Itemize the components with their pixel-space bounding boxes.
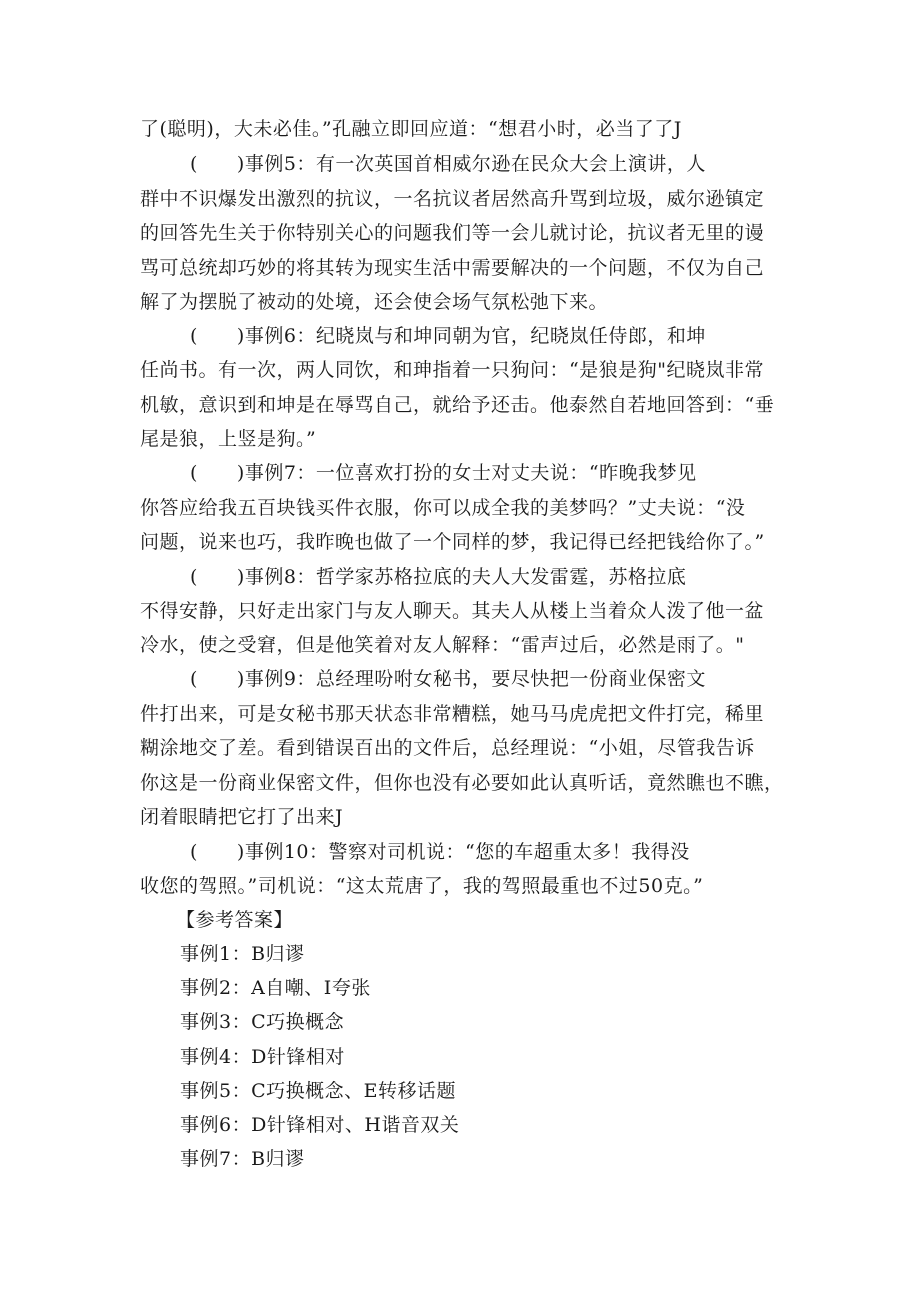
body-line: 问题，说来也巧，我昨晚也做了一个同样的梦，我记得已经把钱给你了。” bbox=[140, 531, 765, 553]
body-line: 骂可总统却巧妙的将其转为现实生活中需要解决的一个问题，不仅为自己 bbox=[140, 257, 765, 279]
body-line-case-8: ( )事例8：哲学家苏格拉底的夫人大发雷霆，苏格拉底 bbox=[190, 566, 687, 588]
body-line: 收您的驾照。”司机说：“这太荒唐了，我的驾照最重也不过50克。” bbox=[140, 875, 704, 897]
body-line: 闭着眼睛把它打了出来J bbox=[140, 806, 344, 828]
answer-item: 事例4：D针锋相对 bbox=[180, 1046, 345, 1068]
body-line: 解了为摆脱了被动的处境，还会使会场气氛松弛下来。 bbox=[140, 291, 609, 313]
answer-item: 事例7：B归谬 bbox=[180, 1148, 305, 1170]
body-line-case-6: ( )事例6：纪晓岚与和坤同朝为官，纪晓岚任侍郎，和坤 bbox=[190, 325, 706, 347]
answer-item: 事例2：A自嘲、I夸张 bbox=[180, 977, 371, 999]
body-line: 糊涂地交了差。看到错误百出的文件后，总经理说：“小姐，尽管我告诉 bbox=[140, 737, 755, 759]
body-line: 你答应给我五百块钱买件衣服，你可以成全我的美梦吗？”丈夫说：“没 bbox=[140, 497, 746, 519]
answer-item: 事例5：C巧换概念、E转移话题 bbox=[180, 1080, 456, 1102]
body-line: 的回答先生关于你特别关心的问题我们等一会儿就讨论，抗议者无里的谩 bbox=[140, 222, 765, 244]
body-line: 你这是一份商业保密文件，但你也没有必要如此认真听话，竟然瞧也不瞧， bbox=[140, 772, 784, 794]
answer-item: 事例1：B归谬 bbox=[180, 943, 305, 965]
body-line: 机敏，意识到和坤是在辱骂自己，就给予还击。他泰然自若地回答到：“垂 bbox=[140, 394, 775, 416]
answer-item: 事例3：C巧换概念 bbox=[180, 1011, 345, 1033]
body-line: 冷水，使之受窘，但是他笑着对友人解释：“雷声过后，必然是雨了。" bbox=[140, 634, 745, 656]
answer-item: 事例6：D针锋相对、H谐音双关 bbox=[180, 1114, 460, 1136]
body-line: 件打出来，可是女秘书那天状态非常糟糕，她马马虎虎把文件打完，稀里 bbox=[140, 703, 765, 725]
answer-heading: 【参考答案】 bbox=[176, 909, 294, 931]
body-line-case-7: ( )事例7：一位喜欢打扮的女士对丈夫说：“昨晚我梦见 bbox=[190, 462, 697, 484]
body-line: 不得安静，只好走出家门与友人聊天。其夫人从楼上当着众人泼了他一盆 bbox=[140, 600, 765, 622]
body-line-case-9: ( )事例9：总经理吩咐女秘书，要尽快把一份商业保密文 bbox=[190, 668, 706, 690]
body-line: 群中不识爆发出激烈的抗议，一名抗议者居然高升骂到垃圾，威尔逊镇定 bbox=[140, 188, 765, 210]
body-line-case-5: ( )事例5：有一次英国首相威尔逊在民众大会上演讲，人 bbox=[190, 153, 706, 175]
body-line: 尾是狼，上竖是狗。” bbox=[140, 428, 317, 450]
body-line-case-10: ( )事例10：警察对司机说：“您的车超重太多！我得没 bbox=[190, 841, 690, 863]
body-line: 了(聪明)，大未必佳。”孔融立即回应道：“想君小时，必当了了J bbox=[140, 118, 682, 140]
body-line: 任尚书。有一次，两人同饮，和珅指着一只狗问：“是狼是狗"纪晓岚非常 bbox=[140, 359, 764, 381]
